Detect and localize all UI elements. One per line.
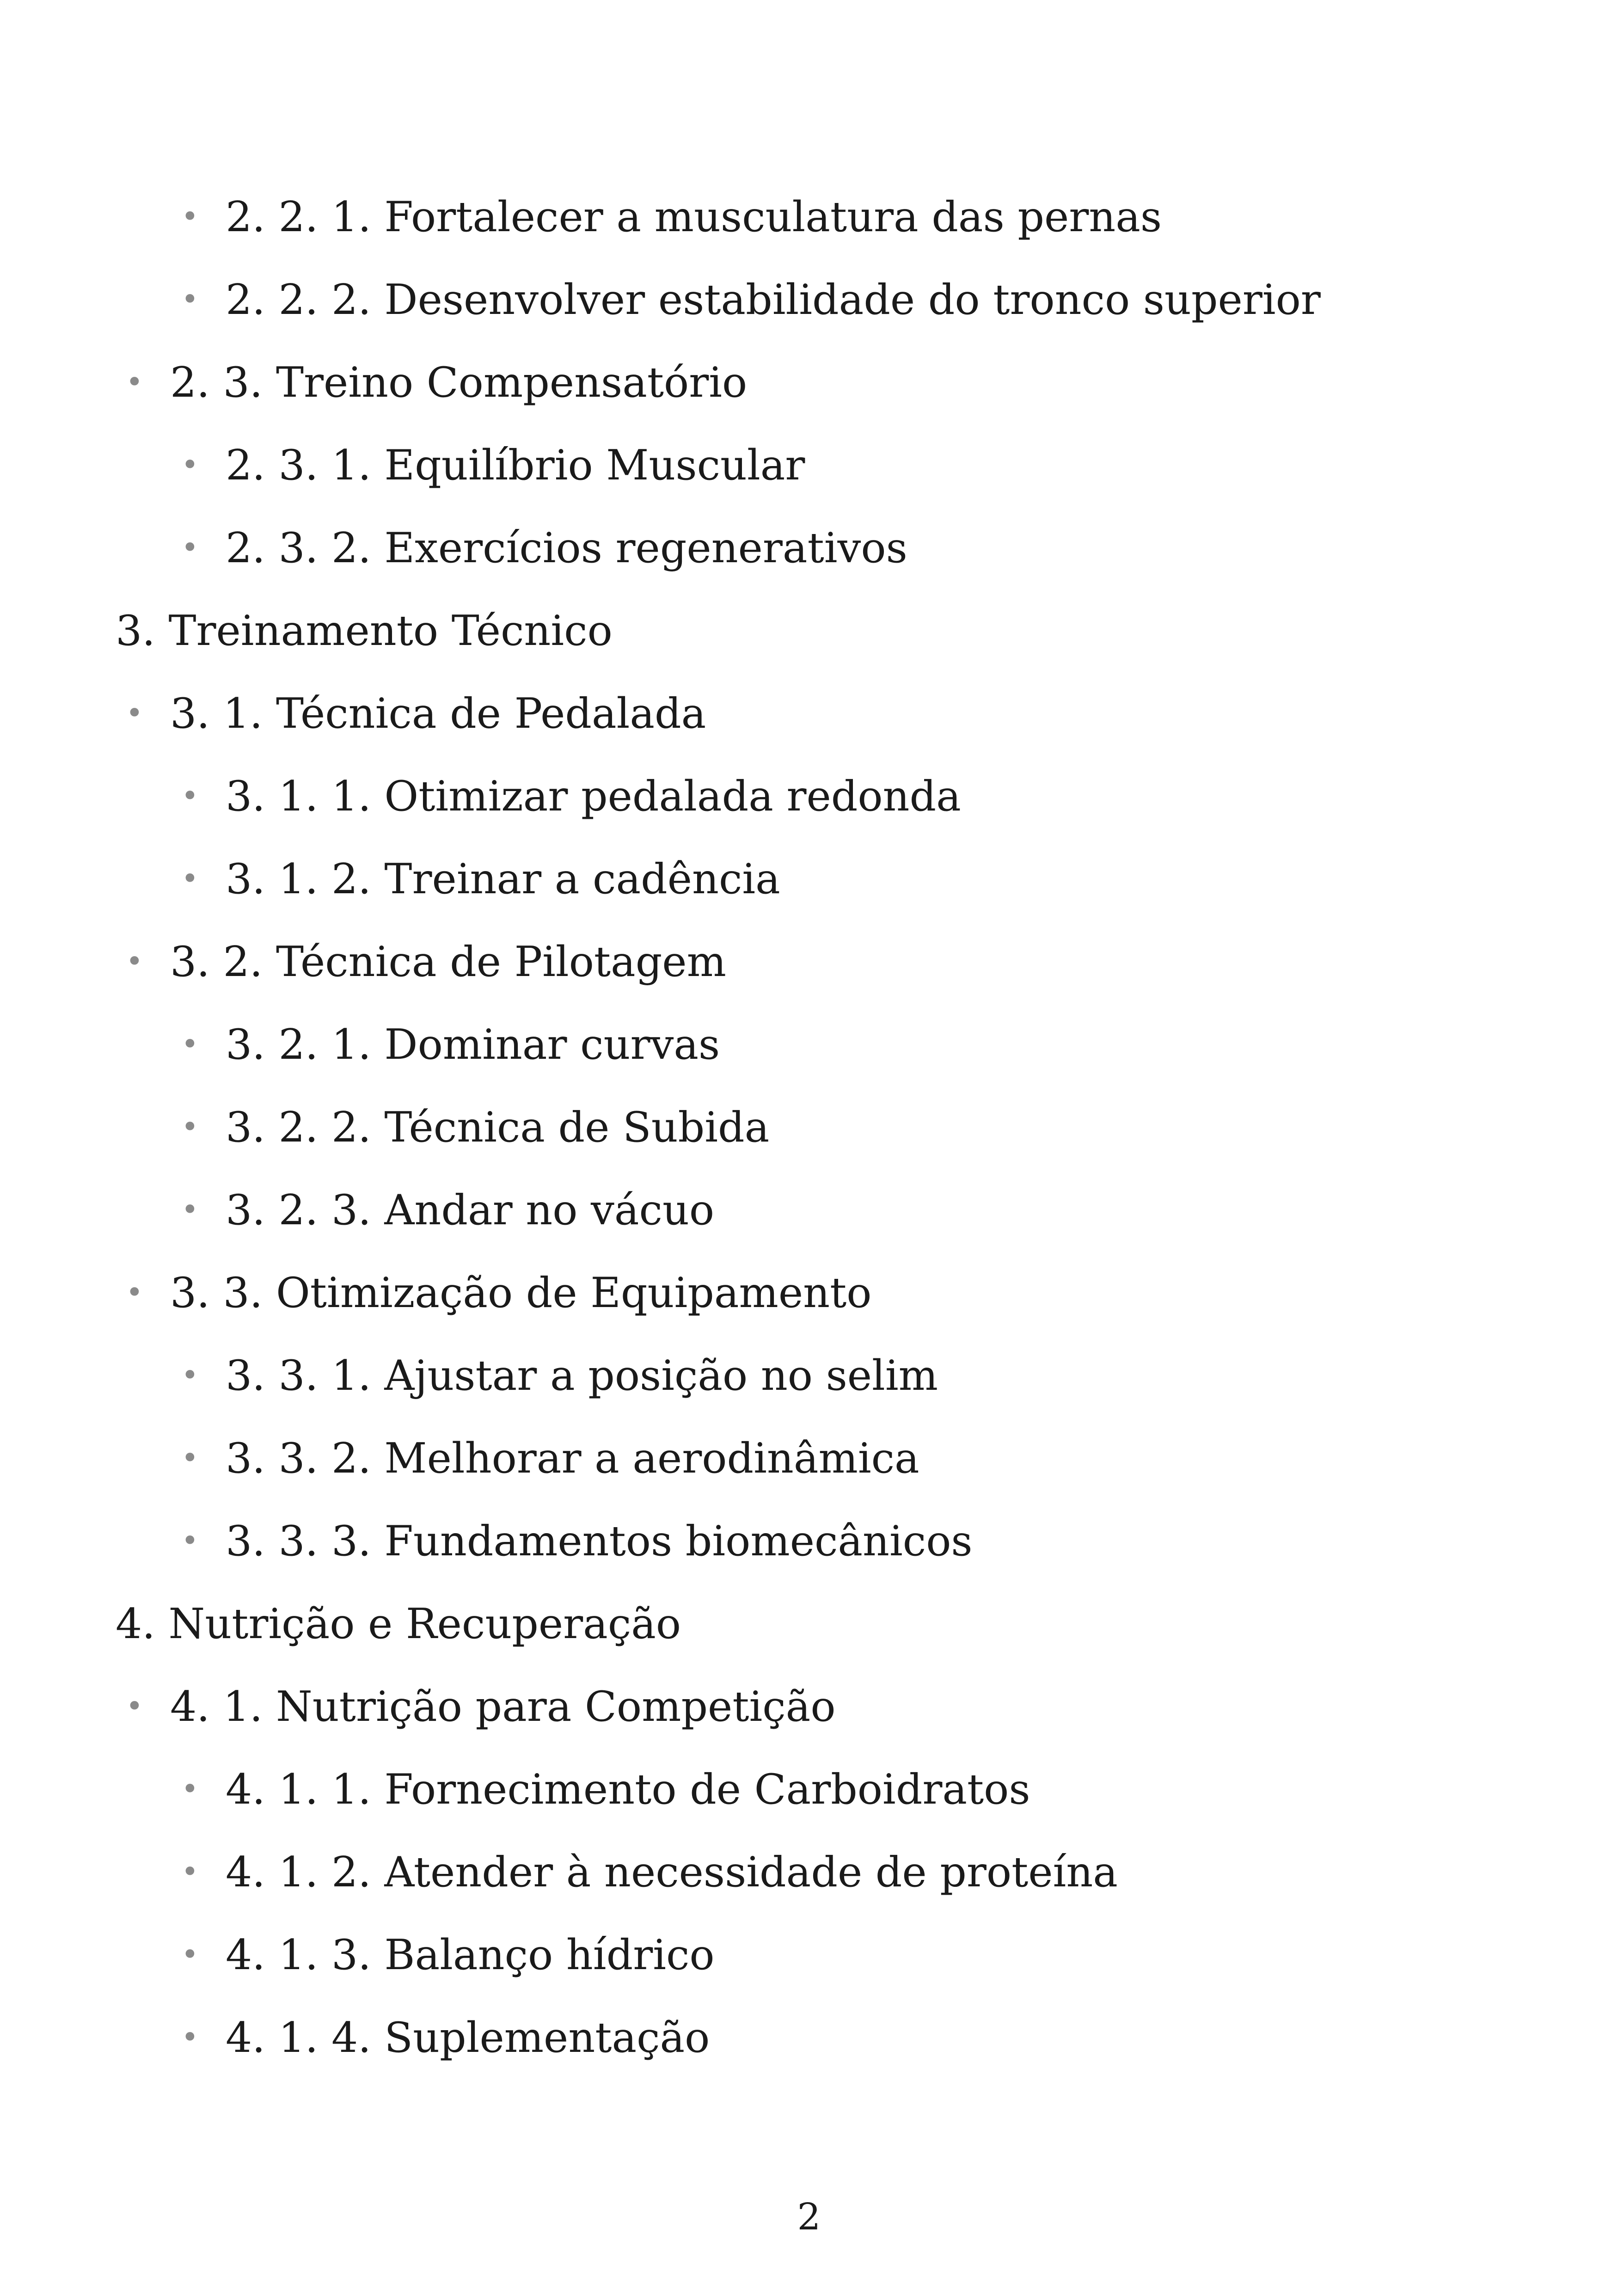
outline-item <box>0 341 1618 424</box>
bullet-icon: • <box>181 1193 199 1227</box>
bullet-icon: • <box>181 1524 199 1558</box>
outline-item-text: 3. 1. 1. Otimizar pedalada redonda <box>226 772 961 821</box>
outline-item <box>0 1252 1618 1334</box>
outline-item-text: 4. 1. 1. Fornecimento de Carboidratos <box>226 1765 1030 1814</box>
outline-item-text: 3. 3. 1. Ajustar a posição no selim <box>226 1351 938 1400</box>
bullet-icon: • <box>181 282 199 317</box>
bullet-icon: • <box>126 1276 143 1310</box>
bullet-icon: • <box>181 862 199 896</box>
outline-item-text: 3. 2. Técnica de Pilotagem <box>170 938 726 986</box>
outline-item <box>0 176 1618 258</box>
outline-item <box>0 1417 1618 1500</box>
section-heading <box>0 1583 1618 1665</box>
bullet-icon: • <box>126 945 143 979</box>
outline-item-text: 3. 2. 1. Dominar curvas <box>226 1020 720 1069</box>
section-heading-text: 4. Nutrição e Recuperação <box>116 1600 681 1648</box>
outline-item <box>0 1665 1618 1748</box>
outline-item <box>0 838 1618 921</box>
bullet-icon: • <box>181 1855 199 1889</box>
bullet-icon: • <box>181 448 199 482</box>
bullet-icon: • <box>181 1938 199 1972</box>
outline-item <box>0 1831 1618 1914</box>
outline-item-text: 2. 3. 1. Equilíbrio Muscular <box>226 441 805 490</box>
outline-item <box>0 1169 1618 1252</box>
outline-item-text: 4. 1. 4. Suplementação <box>226 2014 710 2062</box>
outline-item-text: 3. 3. Otimização de Equipamento <box>170 1269 872 1317</box>
bullet-icon: • <box>181 1110 199 1144</box>
outline-item <box>0 755 1618 838</box>
outline-item-text: 3. 2. 2. Técnica de Subida <box>226 1103 770 1152</box>
bullet-icon: • <box>181 1027 199 1062</box>
outline-item <box>0 1003 1618 1086</box>
bullet-icon: • <box>181 200 199 234</box>
outline-item-text: 2. 2. 2. Desenvolver estabilidade do tronco superior <box>226 276 1321 324</box>
outline-item-text: 2. 3. Treino Compensatório <box>170 358 748 407</box>
outline-item-text: 2. 2. 1. Fortalecer a musculatura das pernas <box>226 193 1162 241</box>
outline-item-text: 3. 1. 2. Treinar a cadência <box>226 855 780 903</box>
outline-item <box>0 424 1618 507</box>
outline-item-text: 3. 2. 3. Andar no vácuo <box>226 1186 715 1234</box>
bullet-icon: • <box>181 1441 199 1475</box>
outline-list <box>0 176 1618 2079</box>
outline-item <box>0 921 1618 1003</box>
outline-item <box>0 258 1618 341</box>
bullet-icon: • <box>126 696 143 731</box>
bullet-icon: • <box>181 779 199 813</box>
outline-item-text: 4. 1. Nutrição para Competição <box>170 1682 836 1731</box>
outline-item-text: 3. 3. 2. Melhorar a aerodinâmica <box>226 1434 919 1483</box>
outline-item <box>0 1334 1618 1417</box>
section-heading <box>0 589 1618 672</box>
bullet-icon: • <box>181 1772 199 1806</box>
outline-item-text: 3. 3. 3. Fundamentos biomecânicos <box>226 1517 973 1565</box>
page-number: 2 <box>797 2195 821 2238</box>
bullet-icon: • <box>181 1358 199 1393</box>
outline-item <box>0 1748 1618 1831</box>
outline-item-text: 2. 3. 2. Exercícios regenerativos <box>226 524 907 572</box>
outline-item <box>0 1914 1618 1996</box>
outline-item <box>0 507 1618 589</box>
outline-item <box>0 1086 1618 1169</box>
outline-item-text: 3. 1. Técnica de Pedalada <box>170 689 706 738</box>
section-heading-text: 3. Treinamento Técnico <box>116 607 613 655</box>
bullet-icon: • <box>126 1689 143 1724</box>
bullet-icon: • <box>126 365 143 399</box>
outline-item <box>0 1996 1618 2079</box>
outline-item-text: 4. 1. 3. Balanço hídrico <box>226 1931 715 1979</box>
outline-item <box>0 1500 1618 1583</box>
bullet-icon: • <box>181 2020 199 2055</box>
outline-item <box>0 672 1618 755</box>
outline-item-text: 4. 1. 2. Atender à necessidade de proteína <box>226 1848 1118 1897</box>
bullet-icon: • <box>181 531 199 565</box>
